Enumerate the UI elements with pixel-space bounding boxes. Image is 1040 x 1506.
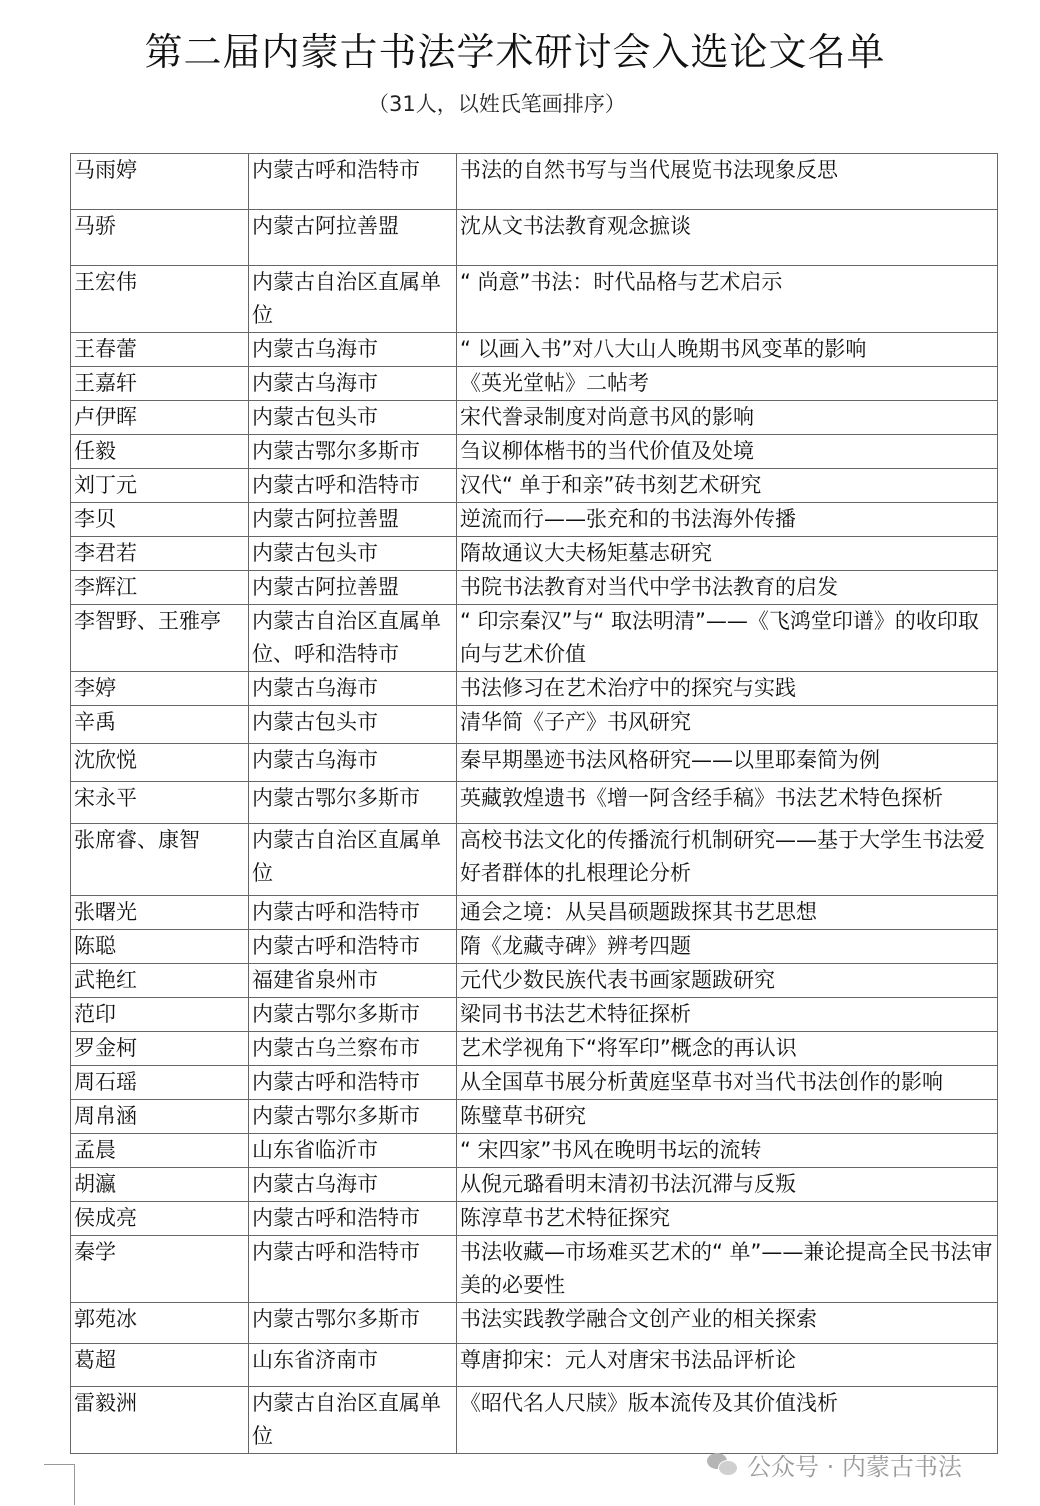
paper-title-cell: 隋故通议大夫杨矩墓志研究 — [457, 537, 998, 571]
table-row — [71, 571, 998, 605]
region-cell: 内蒙古呼和浩特市 — [249, 1066, 457, 1100]
name-cell: 葛超 — [71, 1344, 249, 1387]
region-cell: 内蒙古自治区直属单位 — [249, 824, 457, 896]
region-cell: 内蒙古呼和浩特市 — [249, 930, 457, 964]
paper-title-cell: 清华简《子产》书风研究 — [457, 706, 998, 744]
table-row — [71, 210, 998, 266]
name-cell: 周石瑶 — [71, 1066, 249, 1100]
paper-title-cell: 尊唐抑宋：元人对唐宋书法品评析论 — [457, 1344, 998, 1387]
name-cell: 郭苑冰 — [71, 1303, 249, 1344]
paper-title-cell: 从全国草书展分析黄庭坚草书对当代书法创作的影响 — [457, 1066, 998, 1100]
name-cell: 卢伊晖 — [71, 401, 249, 435]
name-cell: 范印 — [71, 998, 249, 1032]
watermark-text: 公众号 · 内蒙古书法 — [747, 1452, 962, 1481]
table-row — [71, 435, 998, 469]
region-cell: 内蒙古包头市 — [249, 401, 457, 435]
table-row — [71, 401, 998, 435]
region-cell: 内蒙古鄂尔多斯市 — [249, 1100, 457, 1134]
paper-list-body — [71, 154, 998, 1454]
name-cell: 李辉江 — [71, 571, 249, 605]
watermark — [707, 1444, 962, 1484]
name-cell: 刘丁元 — [71, 469, 249, 503]
table-row — [71, 503, 998, 537]
table-row — [71, 782, 998, 824]
name-cell: 李智野、王雅亭 — [71, 605, 249, 672]
paper-title-cell: 元代少数民族代表书画家题跋研究 — [457, 964, 998, 998]
table-row — [71, 1100, 998, 1134]
region-cell: 内蒙古乌海市 — [249, 333, 457, 367]
paper-title-cell: 高校书法文化的传播流行机制研究——基于大学生书法爱好者群体的扎根理论分析 — [457, 824, 998, 896]
page-title: 第二届内蒙古书法学术研讨会入选论文名单 — [144, 30, 886, 74]
region-cell: 内蒙古乌海市 — [249, 744, 457, 782]
region-cell: 内蒙古阿拉善盟 — [249, 210, 457, 266]
region-cell: 内蒙古包头市 — [249, 537, 457, 571]
paper-title-cell: 书法收藏—市场难买艺术的“ 单”——兼论提高全民书法审美的必要性 — [457, 1236, 998, 1303]
region-cell: 内蒙古鄂尔多斯市 — [249, 782, 457, 824]
region-cell: 内蒙古鄂尔多斯市 — [249, 1303, 457, 1344]
paper-title-cell: 隋《龙藏寺碑》辨考四题 — [457, 930, 998, 964]
region-cell: 山东省临沂市 — [249, 1134, 457, 1168]
paper-title-cell: 宋代誊录制度对尚意书风的影响 — [457, 401, 998, 435]
paper-title-cell: 艺术学视角下“将军印”概念的再认识 — [457, 1032, 998, 1066]
paper-title-cell: 沈从文书法教育观念摭谈 — [457, 210, 998, 266]
table-row — [71, 1134, 998, 1168]
page-subtitle: （31人，以姓氏笔画排序） — [368, 92, 626, 116]
paper-title-cell: 书法修习在艺术治疗中的探究与实践 — [457, 672, 998, 706]
name-cell: 王嘉轩 — [71, 367, 249, 401]
name-cell: 辛禹 — [71, 706, 249, 744]
table-row — [71, 896, 998, 930]
region-cell: 内蒙古呼和浩特市 — [249, 469, 457, 503]
paper-title-cell: 书法实践教学融合文创产业的相关探索 — [457, 1303, 998, 1344]
table-row — [71, 537, 998, 571]
table-row — [71, 706, 998, 744]
region-cell: 内蒙古包头市 — [249, 706, 457, 744]
table-row — [71, 824, 998, 896]
name-cell: 沈欣悦 — [71, 744, 249, 782]
page-corner-mark — [44, 1464, 75, 1505]
paper-title-cell: 书院书法教育对当代中学书法教育的启发 — [457, 571, 998, 605]
paper-title-cell: “ 尚意”书法：时代品格与艺术启示 — [457, 266, 998, 333]
name-cell: 周帛涵 — [71, 1100, 249, 1134]
table-row — [71, 744, 998, 782]
region-cell: 内蒙古乌海市 — [249, 672, 457, 706]
region-cell: 内蒙古乌海市 — [249, 1168, 457, 1202]
table-row — [71, 1032, 998, 1066]
name-cell: 雷毅洲 — [71, 1387, 249, 1454]
table-row — [71, 1066, 998, 1100]
paper-title-cell: 秦早期墨迹书法风格研究——以里耶秦简为例 — [457, 744, 998, 782]
name-cell: 王春蕾 — [71, 333, 249, 367]
table-row — [71, 1236, 998, 1303]
name-cell: 李贝 — [71, 503, 249, 537]
table-row — [71, 266, 998, 333]
table-row — [71, 672, 998, 706]
name-cell: 任毅 — [71, 435, 249, 469]
paper-title-cell: 从倪元璐看明末清初书法沉滞与反叛 — [457, 1168, 998, 1202]
table-row — [71, 930, 998, 964]
paper-title-cell: 《英光堂帖》二帖考 — [457, 367, 998, 401]
region-cell: 内蒙古鄂尔多斯市 — [249, 998, 457, 1032]
wechat-icon — [707, 1451, 737, 1477]
table-row — [71, 1303, 998, 1344]
region-cell: 内蒙古呼和浩特市 — [249, 1236, 457, 1303]
region-cell: 内蒙古乌海市 — [249, 367, 457, 401]
name-cell: 陈聪 — [71, 930, 249, 964]
name-cell: 胡瀛 — [71, 1168, 249, 1202]
table-row — [71, 367, 998, 401]
name-cell: 马骄 — [71, 210, 249, 266]
paper-title-cell: 英藏敦煌遗书《增一阿含经手稿》书法艺术特色探析 — [457, 782, 998, 824]
name-cell: 宋永平 — [71, 782, 249, 824]
paper-list-table — [70, 153, 998, 1454]
table-row — [71, 1202, 998, 1236]
region-cell: 内蒙古自治区直属单位 — [249, 266, 457, 333]
paper-title-cell: “ 印宗秦汉”与“ 取法明清”——《飞鸿堂印谱》的收印取向与艺术价值 — [457, 605, 998, 672]
table-row — [71, 469, 998, 503]
name-cell: 秦学 — [71, 1236, 249, 1303]
region-cell: 福建省泉州市 — [249, 964, 457, 998]
paper-title-cell: 书法的自然书写与当代展览书法现象反思 — [457, 154, 998, 210]
table-row — [71, 154, 998, 210]
paper-title-cell: “ 宋四家”书风在晚明书坛的流转 — [457, 1134, 998, 1168]
paper-title-cell: 陈璧草书研究 — [457, 1100, 998, 1134]
name-cell: 张席睿、康智 — [71, 824, 249, 896]
table-row — [71, 998, 998, 1032]
region-cell: 内蒙古乌兰察布市 — [249, 1032, 457, 1066]
region-cell: 内蒙古呼和浩特市 — [249, 1202, 457, 1236]
region-cell: 内蒙古自治区直属单位 — [249, 1387, 457, 1454]
region-cell: 山东省济南市 — [249, 1344, 457, 1387]
table-row — [71, 605, 998, 672]
table-row — [71, 1168, 998, 1202]
name-cell: 侯成亮 — [71, 1202, 249, 1236]
paper-title-cell: 梁同书书法艺术特征探析 — [457, 998, 998, 1032]
name-cell: 马雨婷 — [71, 154, 249, 210]
table-row — [71, 1344, 998, 1387]
region-cell: 内蒙古自治区直属单位、呼和浩特市 — [249, 605, 457, 672]
region-cell: 内蒙古阿拉善盟 — [249, 503, 457, 537]
name-cell: 孟晨 — [71, 1134, 249, 1168]
name-cell: 李君若 — [71, 537, 249, 571]
region-cell: 内蒙古鄂尔多斯市 — [249, 435, 457, 469]
name-cell: 武艳红 — [71, 964, 249, 998]
paper-title-cell: 汉代“ 单于和亲”砖书刻艺术研究 — [457, 469, 998, 503]
name-cell: 罗金柯 — [71, 1032, 249, 1066]
region-cell: 内蒙古呼和浩特市 — [249, 154, 457, 210]
table-row — [71, 964, 998, 998]
paper-title-cell: 陈淳草书艺术特征探究 — [457, 1202, 998, 1236]
name-cell: 李婷 — [71, 672, 249, 706]
paper-title-cell: “ 以画入书”对八大山人晚期书风变革的影响 — [457, 333, 998, 367]
name-cell: 王宏伟 — [71, 266, 249, 333]
name-cell: 张曙光 — [71, 896, 249, 930]
paper-title-cell: 《昭代名人尺牍》版本流传及其价值浅析 — [457, 1387, 998, 1454]
paper-title-cell: 逆流而行——张充和的书法海外传播 — [457, 503, 998, 537]
paper-title-cell: 通会之境：从吴昌硕题跋探其书艺思想 — [457, 896, 998, 930]
table-row — [71, 333, 998, 367]
paper-title-cell: 刍议柳体楷书的当代价值及处境 — [457, 435, 998, 469]
region-cell: 内蒙古阿拉善盟 — [249, 571, 457, 605]
region-cell: 内蒙古呼和浩特市 — [249, 896, 457, 930]
